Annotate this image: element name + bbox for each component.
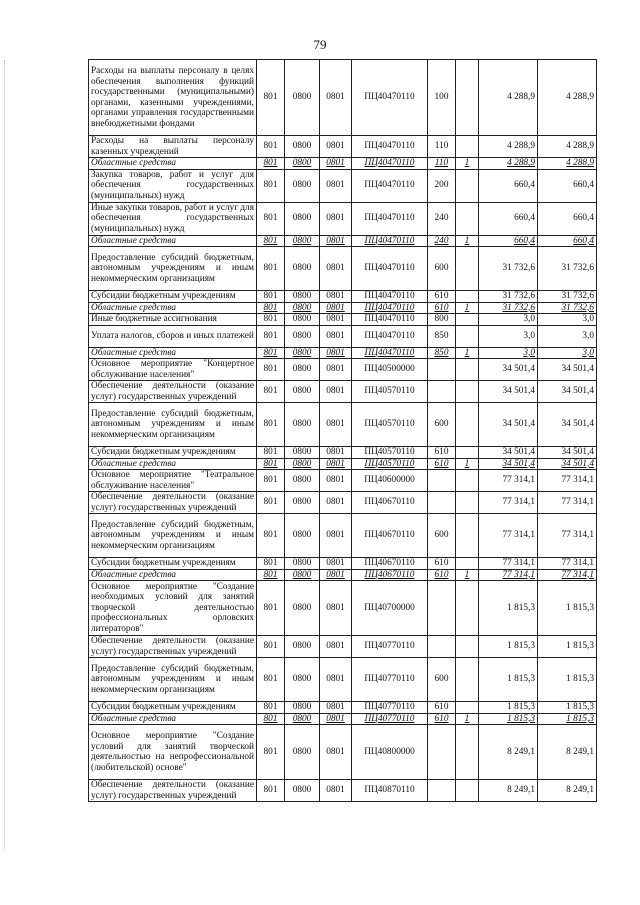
row-section: 0800 (285, 136, 320, 158)
row-amount: 31 732,6 (479, 291, 538, 303)
table-row (89, 325, 597, 347)
row-funding-source (456, 725, 479, 780)
row-amount-2: 77 314,1 (538, 569, 597, 581)
row-name: Основное мероприятие "Создание необходимых условий для занятий творческой деятельностью профессиональных орловских литераторов" (89, 581, 257, 636)
row-target-article: ПЦ40470110 (352, 314, 428, 326)
row-rz: 801 (257, 713, 285, 725)
row-amount-2: 8 249,1 (538, 725, 597, 780)
table-row (89, 302, 597, 314)
row-section: 0800 (285, 725, 320, 780)
row-name: Иные закупки товаров, работ и услуг для обеспечения государственных (муниципальных) нужд (89, 202, 257, 235)
row-funding-source (456, 492, 479, 514)
row-amount: 77 314,1 (479, 470, 538, 492)
row-target-article: ПЦ40570110 (352, 403, 428, 447)
row-amount-2: 31 732,6 (538, 291, 597, 303)
row-target-article: ПЦ40470110 (352, 247, 428, 291)
table-row (89, 347, 597, 359)
row-name: Областные средства (89, 158, 257, 170)
row-expense-type: 600 (428, 658, 456, 702)
row-rz: 801 (257, 725, 285, 780)
row-rz: 801 (257, 359, 285, 381)
row-rz: 801 (257, 60, 285, 136)
row-expense-type: 610 (428, 713, 456, 725)
row-subsection: 0801 (320, 725, 352, 780)
row-target-article: ПЦ40470110 (352, 347, 428, 359)
row-target-article: ПЦ40700000 (352, 581, 428, 636)
row-rz: 801 (257, 780, 285, 802)
row-subsection: 0801 (320, 202, 352, 235)
row-rz: 801 (257, 569, 285, 581)
row-target-article: ПЦ40470110 (352, 158, 428, 170)
row-expense-type (428, 492, 456, 514)
row-amount-2: 77 314,1 (538, 558, 597, 570)
row-funding-source: 1 (456, 347, 479, 359)
row-expense-type: 240 (428, 235, 456, 247)
row-amount-2: 4 288,9 (538, 136, 597, 158)
row-amount-2: 660,4 (538, 169, 597, 202)
row-funding-source (456, 581, 479, 636)
row-target-article: ПЦ40670110 (352, 492, 428, 514)
table-row (89, 492, 597, 514)
row-expense-type: 610 (428, 302, 456, 314)
row-section: 0800 (285, 247, 320, 291)
row-name: Областные средства (89, 302, 257, 314)
row-funding-source (456, 359, 479, 381)
row-funding-source: 1 (456, 158, 479, 170)
table-row (89, 291, 597, 303)
row-section: 0800 (285, 169, 320, 202)
row-funding-source: 1 (456, 458, 479, 470)
table-row (89, 381, 597, 403)
row-funding-source (456, 314, 479, 326)
row-expense-type: 600 (428, 247, 456, 291)
row-amount-2: 34 501,4 (538, 359, 597, 381)
row-amount-2: 3,0 (538, 314, 597, 326)
row-name: Субсидии бюджетным учреждениям (89, 702, 257, 714)
row-target-article: ПЦ40670110 (352, 569, 428, 581)
row-amount-2: 4 288,9 (538, 158, 597, 170)
row-name: Областные средства (89, 713, 257, 725)
row-section: 0800 (285, 60, 320, 136)
row-funding-source (456, 403, 479, 447)
row-name: Областные средства (89, 235, 257, 247)
row-amount: 77 314,1 (479, 514, 538, 558)
row-rz: 801 (257, 403, 285, 447)
row-funding-source (456, 291, 479, 303)
row-amount-2: 8 249,1 (538, 780, 597, 802)
row-rz: 801 (257, 169, 285, 202)
row-subsection: 0801 (320, 581, 352, 636)
row-amount: 1 815,3 (479, 713, 538, 725)
row-rz: 801 (257, 347, 285, 359)
row-subsection: 0801 (320, 713, 352, 725)
row-subsection: 0801 (320, 780, 352, 802)
row-rz: 801 (257, 470, 285, 492)
row-section: 0800 (285, 558, 320, 570)
table-row (89, 702, 597, 714)
table-row (89, 725, 597, 780)
row-section: 0800 (285, 158, 320, 170)
row-subsection: 0801 (320, 492, 352, 514)
row-target-article: ПЦ40570110 (352, 381, 428, 403)
row-target-article: ПЦ40600000 (352, 470, 428, 492)
row-amount: 4 288,9 (479, 60, 538, 136)
row-expense-type: 240 (428, 202, 456, 235)
row-funding-source: 1 (456, 235, 479, 247)
row-amount: 660,4 (479, 235, 538, 247)
row-funding-source (456, 60, 479, 136)
budget-table (88, 59, 597, 802)
row-section: 0800 (285, 314, 320, 326)
row-target-article: ПЦ40500000 (352, 359, 428, 381)
row-expense-type: 110 (428, 136, 456, 158)
table-row (89, 314, 597, 326)
row-expense-type (428, 381, 456, 403)
row-target-article: ПЦ40770110 (352, 636, 428, 658)
row-expense-type: 600 (428, 403, 456, 447)
row-amount: 77 314,1 (479, 569, 538, 581)
row-amount: 34 501,4 (479, 359, 538, 381)
row-funding-source: 1 (456, 302, 479, 314)
row-amount-2: 34 501,4 (538, 381, 597, 403)
row-subsection: 0801 (320, 658, 352, 702)
table-row (89, 202, 597, 235)
row-section: 0800 (285, 359, 320, 381)
row-section: 0800 (285, 492, 320, 514)
row-target-article: ПЦ40470110 (352, 60, 428, 136)
row-rz: 801 (257, 492, 285, 514)
row-amount-2: 31 732,6 (538, 247, 597, 291)
row-section: 0800 (285, 658, 320, 702)
row-subsection: 0801 (320, 458, 352, 470)
row-subsection: 0801 (320, 247, 352, 291)
row-amount-2: 31 732,6 (538, 302, 597, 314)
row-subsection: 0801 (320, 558, 352, 570)
table-row (89, 581, 597, 636)
row-target-article: ПЦ40670110 (352, 558, 428, 570)
row-rz: 801 (257, 514, 285, 558)
row-subsection: 0801 (320, 291, 352, 303)
row-amount: 1 815,3 (479, 636, 538, 658)
row-rz: 801 (257, 658, 285, 702)
row-amount-2: 3,0 (538, 325, 597, 347)
row-section: 0800 (285, 780, 320, 802)
row-amount: 3,0 (479, 325, 538, 347)
row-amount-2: 1 815,3 (538, 713, 597, 725)
row-target-article: ПЦ40570110 (352, 458, 428, 470)
row-subsection: 0801 (320, 325, 352, 347)
row-subsection: 0801 (320, 359, 352, 381)
row-subsection: 0801 (320, 447, 352, 459)
row-target-article: ПЦ40470110 (352, 136, 428, 158)
row-name: Субсидии бюджетным учреждениям (89, 291, 257, 303)
row-name: Предоставление субсидий бюджетным, автономным учреждениям и иным некоммерческим организациям (89, 658, 257, 702)
row-amount: 3,0 (479, 314, 538, 326)
row-rz: 801 (257, 202, 285, 235)
row-funding-source (456, 514, 479, 558)
row-target-article: ПЦ40770110 (352, 713, 428, 725)
row-amount: 34 501,4 (479, 403, 538, 447)
row-funding-source (456, 658, 479, 702)
row-amount: 8 249,1 (479, 780, 538, 802)
row-expense-type (428, 470, 456, 492)
row-expense-type (428, 359, 456, 381)
table-row (89, 713, 597, 725)
row-expense-type: 610 (428, 702, 456, 714)
table-row (89, 447, 597, 459)
row-amount-2: 3,0 (538, 347, 597, 359)
row-rz: 801 (257, 158, 285, 170)
row-section: 0800 (285, 702, 320, 714)
table-row (89, 158, 597, 170)
row-subsection: 0801 (320, 235, 352, 247)
row-expense-type (428, 636, 456, 658)
row-expense-type: 850 (428, 347, 456, 359)
row-funding-source (456, 169, 479, 202)
row-name: Предоставление субсидий бюджетным, автономным учреждениям и иным некоммерческим организациям (89, 514, 257, 558)
row-amount: 31 732,6 (479, 247, 538, 291)
row-funding-source (456, 325, 479, 347)
row-name: Расходы на выплаты персоналу казенных учреждений (89, 136, 257, 158)
row-subsection: 0801 (320, 347, 352, 359)
row-rz: 801 (257, 314, 285, 326)
row-rz: 801 (257, 581, 285, 636)
row-expense-type: 850 (428, 325, 456, 347)
row-amount: 34 501,4 (479, 381, 538, 403)
row-rz: 801 (257, 447, 285, 459)
row-expense-type: 110 (428, 158, 456, 170)
row-section: 0800 (285, 713, 320, 725)
row-section: 0800 (285, 291, 320, 303)
row-name: Основное мероприятие "Театральное обслуживание населения" (89, 470, 257, 492)
row-name: Областные средства (89, 347, 257, 359)
row-section: 0800 (285, 235, 320, 247)
row-funding-source (456, 247, 479, 291)
row-funding-source (456, 447, 479, 459)
table-row (89, 136, 597, 158)
row-target-article: ПЦ40800000 (352, 725, 428, 780)
row-subsection: 0801 (320, 302, 352, 314)
row-rz: 801 (257, 302, 285, 314)
row-section: 0800 (285, 381, 320, 403)
row-rz: 801 (257, 291, 285, 303)
row-expense-type: 610 (428, 558, 456, 570)
row-section: 0800 (285, 403, 320, 447)
row-amount-2: 77 314,1 (538, 470, 597, 492)
row-amount: 8 249,1 (479, 725, 538, 780)
row-amount: 4 288,9 (479, 136, 538, 158)
row-funding-source: 1 (456, 713, 479, 725)
row-funding-source (456, 702, 479, 714)
row-amount-2: 34 501,4 (538, 403, 597, 447)
row-subsection: 0801 (320, 702, 352, 714)
row-amount-2: 77 314,1 (538, 514, 597, 558)
row-subsection: 0801 (320, 381, 352, 403)
row-amount: 1 815,3 (479, 702, 538, 714)
row-section: 0800 (285, 302, 320, 314)
row-target-article: ПЦ40470110 (352, 291, 428, 303)
row-target-article: ПЦ40770110 (352, 658, 428, 702)
row-funding-source (456, 202, 479, 235)
row-name: Субсидии бюджетным учреждениям (89, 558, 257, 570)
row-amount: 3,0 (479, 347, 538, 359)
table-row (89, 235, 597, 247)
row-name: Основное мероприятие "Концертное обслуживание населения" (89, 359, 257, 381)
row-name: Основное мероприятие "Создание условий для занятий творческой деятельностью на непрофессиональной (любительской) основе" (89, 725, 257, 780)
table-row (89, 636, 597, 658)
row-subsection: 0801 (320, 514, 352, 558)
row-funding-source (456, 470, 479, 492)
row-name: Обеспечение деятельности (оказание услуг) государственных учреждений (89, 381, 257, 403)
row-expense-type: 100 (428, 60, 456, 136)
row-funding-source (456, 636, 479, 658)
row-amount-2: 1 815,3 (538, 658, 597, 702)
row-name: Закупка товаров, работ и услуг для обеспечения государственных (муниципальных) нужд (89, 169, 257, 202)
row-rz: 801 (257, 325, 285, 347)
row-subsection: 0801 (320, 470, 352, 492)
row-target-article: ПЦ40670110 (352, 514, 428, 558)
row-expense-type: 800 (428, 314, 456, 326)
table-row (89, 658, 597, 702)
row-subsection: 0801 (320, 314, 352, 326)
table-row (89, 514, 597, 558)
row-amount: 34 501,4 (479, 447, 538, 459)
row-name: Областные средства (89, 458, 257, 470)
row-amount-2: 34 501,4 (538, 447, 597, 459)
row-target-article: ПЦ40470110 (352, 169, 428, 202)
table-row (89, 558, 597, 570)
row-funding-source (456, 381, 479, 403)
row-subsection: 0801 (320, 403, 352, 447)
row-funding-source (456, 780, 479, 802)
row-name: Областные средства (89, 569, 257, 581)
table-row (89, 403, 597, 447)
row-name: Обеспечение деятельности (оказание услуг) государственных учреждений (89, 780, 257, 802)
row-subsection: 0801 (320, 636, 352, 658)
row-subsection: 0801 (320, 569, 352, 581)
row-section: 0800 (285, 347, 320, 359)
row-target-article: ПЦ40470110 (352, 325, 428, 347)
table-row (89, 470, 597, 492)
row-amount-2: 660,4 (538, 202, 597, 235)
row-expense-type: 610 (428, 569, 456, 581)
row-amount-2: 660,4 (538, 235, 597, 247)
row-rz: 801 (257, 636, 285, 658)
row-target-article: ПЦ40470110 (352, 202, 428, 235)
page-number: 79 (313, 37, 327, 52)
row-section: 0800 (285, 470, 320, 492)
row-section: 0800 (285, 447, 320, 459)
row-subsection: 0801 (320, 169, 352, 202)
table-row (89, 247, 597, 291)
row-section: 0800 (285, 569, 320, 581)
row-funding-source (456, 558, 479, 570)
row-expense-type: 600 (428, 514, 456, 558)
row-rz: 801 (257, 235, 285, 247)
row-amount: 34 501,4 (479, 458, 538, 470)
row-expense-type (428, 780, 456, 802)
table-row (89, 458, 597, 470)
row-amount: 1 815,3 (479, 658, 538, 702)
row-section: 0800 (285, 514, 320, 558)
row-subsection: 0801 (320, 158, 352, 170)
row-amount: 77 314,1 (479, 558, 538, 570)
row-name: Иные бюджетные ассигнования (89, 314, 257, 326)
row-amount: 1 815,3 (479, 581, 538, 636)
row-target-article: ПЦ40470110 (352, 302, 428, 314)
row-amount: 77 314,1 (479, 492, 538, 514)
row-target-article: ПЦ40870110 (352, 780, 428, 802)
row-amount-2: 1 815,3 (538, 636, 597, 658)
row-target-article: ПЦ40770110 (352, 702, 428, 714)
table-row (89, 60, 597, 136)
row-name: Расходы на выплаты персоналу в целях обеспечения выполнения функций государственными (муниципальными) органами, казенными учреждениями, органами управления государственными внебюджетными фондами (89, 60, 257, 136)
table-row (89, 569, 597, 581)
row-target-article: ПЦ40470110 (352, 235, 428, 247)
row-expense-type (428, 581, 456, 636)
row-subsection: 0801 (320, 136, 352, 158)
row-amount-2: 4 288,9 (538, 60, 597, 136)
row-rz: 801 (257, 702, 285, 714)
row-funding-source: 1 (456, 569, 479, 581)
row-name: Обеспечение деятельности (оказание услуг) государственных учреждений (89, 492, 257, 514)
table-row (89, 169, 597, 202)
row-expense-type: 610 (428, 291, 456, 303)
row-section: 0800 (285, 325, 320, 347)
row-section: 0800 (285, 458, 320, 470)
row-rz: 801 (257, 247, 285, 291)
table-row (89, 359, 597, 381)
scan-spine-dots (4, 60, 5, 850)
row-expense-type (428, 725, 456, 780)
row-amount-2: 34 501,4 (538, 458, 597, 470)
row-amount: 4 288,9 (479, 158, 538, 170)
row-name: Уплата налогов, сборов и иных платежей (89, 325, 257, 347)
row-amount: 660,4 (479, 169, 538, 202)
row-section: 0800 (285, 581, 320, 636)
row-name: Субсидии бюджетным учреждениям (89, 447, 257, 459)
row-amount-2: 77 314,1 (538, 492, 597, 514)
row-section: 0800 (285, 636, 320, 658)
row-expense-type: 610 (428, 447, 456, 459)
row-amount-2: 1 815,3 (538, 702, 597, 714)
row-section: 0800 (285, 202, 320, 235)
row-subsection: 0801 (320, 60, 352, 136)
row-expense-type: 610 (428, 458, 456, 470)
row-rz: 801 (257, 136, 285, 158)
row-expense-type: 200 (428, 169, 456, 202)
row-rz: 801 (257, 458, 285, 470)
row-rz: 801 (257, 558, 285, 570)
row-funding-source (456, 136, 479, 158)
table-row (89, 780, 597, 802)
row-amount-2: 1 815,3 (538, 581, 597, 636)
row-amount: 31 732,6 (479, 302, 538, 314)
row-name: Предоставление субсидий бюджетным, автономным учреждениям и иным некоммерческим организациям (89, 247, 257, 291)
row-name: Обеспечение деятельности (оказание услуг) государственных учреждений (89, 636, 257, 658)
row-target-article: ПЦ40570110 (352, 447, 428, 459)
row-rz: 801 (257, 381, 285, 403)
row-name: Предоставление субсидий бюджетным, автономным учреждениям и иным некоммерческим организациям (89, 403, 257, 447)
row-amount: 660,4 (479, 202, 538, 235)
